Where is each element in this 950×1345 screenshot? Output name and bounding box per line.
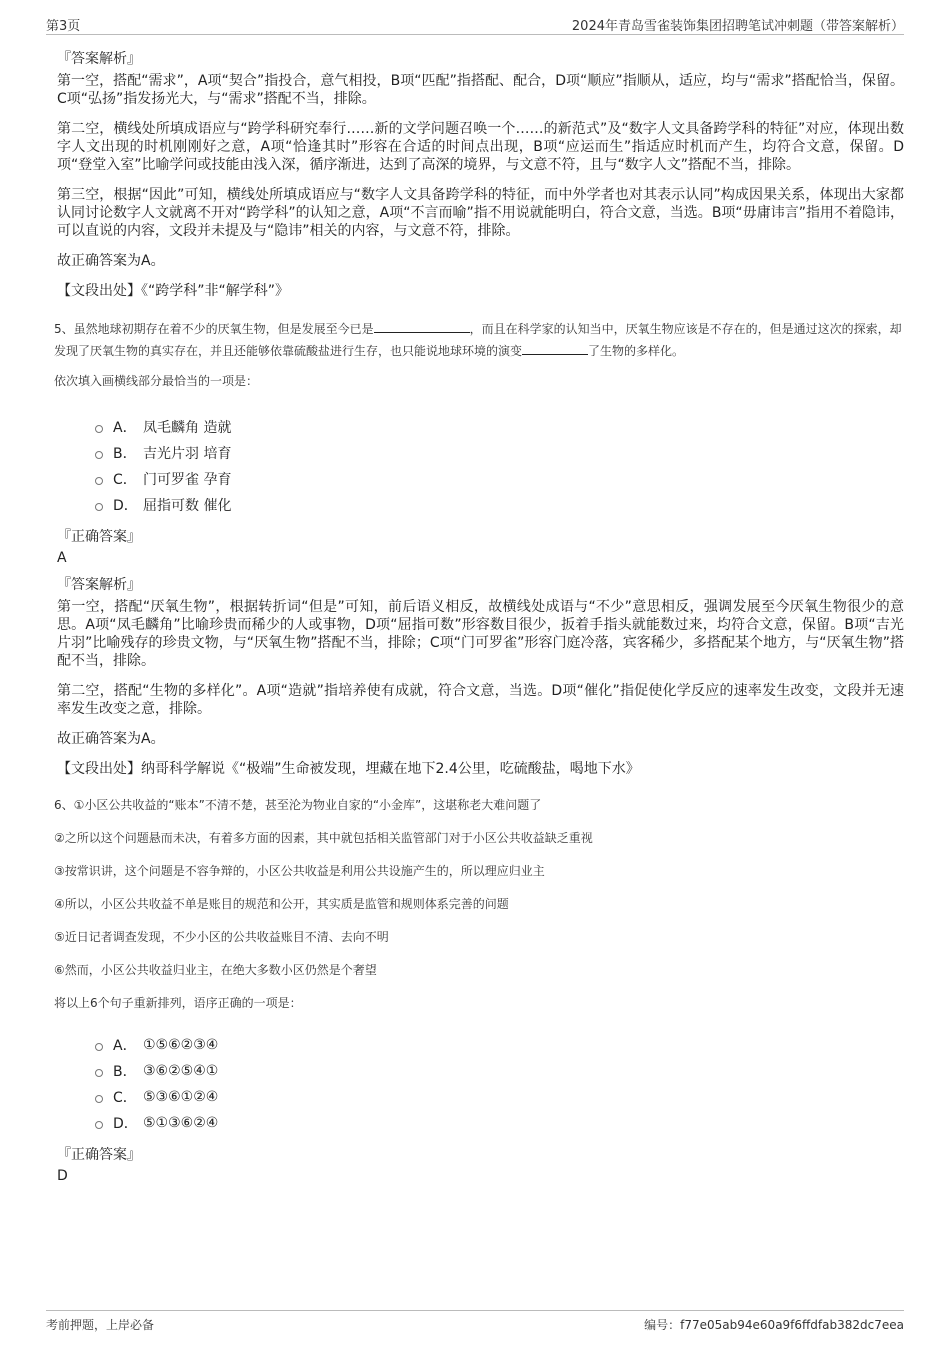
option-a[interactable]: A． ①⑤⑥②③④ [95, 1032, 904, 1058]
footer-slogan: 考前押题，上岸必备 [46, 1318, 155, 1332]
option-b[interactable]: B． 吉光片羽 培育 [95, 440, 904, 466]
question-6-sentence: ⑤近日记者调查发现，不少小区的公共收益账目不清、去向不明 [54, 930, 389, 944]
question-5-text: 5、虽然地球初期存在着不少的厌氧生物，但是发展至今已是 ，而且在科学家的认知当中，厌氧生物应该是不存在的，但是通过这次的探索，却发现了厌氧生物的真实存在，并且还能够依靠硫酸盐进行生存，也只能说地球环境的演变 了生物的多样化。 [54, 318, 904, 362]
question-5-options [95, 414, 904, 518]
radio-icon[interactable] [95, 477, 103, 485]
analysis-paragraph: 第二空，横线处所填成语应与“跨学科研究奉行……新的文学问题召唤一个……的新范式”及“数字人文具备跨学科的特征”对应，体现出数字人文出现的时机刚刚好之意，A项“恰逢其时”形容在合适的时间点出现，B项“应运而生”指适应时机而产生，均符合文意，保留。D项“登堂入室”比喻学问或技能由浅入深，循序渐进，达到了高深的境界，与文意不符，且与“数字人文”搭配不当，排除。 [57, 121, 904, 173]
radio-icon[interactable] [95, 1121, 103, 1129]
analysis-paragraph: 第三空，根据“因此”可知，横线处所填成语应与“数字人文具备跨学科的特征，而中外学者也对其表示认同”构成因果关系，体现出大家都认同讨论数字人文就离不开对“跨学科”的认知之意，A项“不言而喻”指不用说就能明白，符合文意，当选。B项“毋庸讳言”指用不着隐讳，可以直说的内容，文段并未提及与“隐讳”相关的内容，与文意不符，排除。 [57, 187, 904, 239]
analysis-paragraph: 第一空，搭配“需求”，A项“契合”指投合，意气相投，B项“匹配”指搭配、配合，D项“顺应”指顺从，适应，均与“需求”搭配恰当，保留。C项“弘扬”指发扬光大，与“需求”搭配不当，排除。 [57, 73, 904, 107]
document-title: 2024年青岛雪雀装饰集团招聘笔试冲刺题（带答案解析） [571, 19, 904, 34]
radio-icon[interactable] [95, 451, 103, 459]
fill-blank [374, 318, 470, 333]
analysis-paragraph: 第二空，搭配“生物的多样化”。A项“造就”指培养使有成就，符合文意，当选。D项“催化”指促使化学反应的速率发生改变，文段并无速率发生改变之意，排除。 [57, 683, 904, 717]
question-6-sentence: ⑥然而，小区公共收益归业主，在绝大多数小区仍然是个奢望 [54, 963, 377, 977]
option-c[interactable]: C． 门可罗雀 孕育 [95, 466, 904, 492]
option-d[interactable]: D． 屈指可数 催化 [95, 492, 904, 518]
radio-icon[interactable] [95, 1043, 103, 1051]
radio-icon[interactable] [95, 425, 103, 433]
conclusion: 故正确答案为A。 [57, 731, 165, 747]
document-code: 编号：f77e05ab94e60a9f6ffdfab382dc7eea [644, 1318, 904, 1332]
analysis-paragraph: 第一空，搭配“厌氧生物”，根据转折词“但是”可知，前后语义相反，故横线处成语与“不少”意思相反，强调发展至今厌氧生物很少的意思。A项“凤毛麟角”比喻珍贵而稀少的人或事物，D项“屈指可数”形容数目很少，扳着手指头就能数过来，均符合文意，保留。B项“吉光片羽”比喻残存的珍贵文物，与“厌氧生物”搭配不当，排除；C项“门可罗雀”形容门庭冷落，宾客稀少，多搭配某个地方，与“厌氧生物”搭配不当，排除。 [57, 599, 904, 669]
answer-label: 『正确答案』 [57, 529, 141, 545]
question-6-options [95, 1032, 904, 1136]
correct-answer: D [57, 1168, 68, 1184]
radio-icon[interactable] [95, 1095, 103, 1103]
answer-label: 『正确答案』 [57, 1147, 141, 1163]
question-6-sentence: 6、①小区公共收益的“账本”不清不楚，甚至沦为物业自家的“小金库”，这堪称老大难问题了 [54, 798, 542, 812]
page-content [54, 40, 904, 1188]
page-header [46, 12, 904, 35]
page-number: 第3页 [46, 19, 81, 34]
question-prompt: 依次填入画横线部分最恰当的一项是： [54, 374, 259, 388]
correct-answer: A [57, 550, 67, 566]
option-d[interactable]: D． ⑤①③⑥②④ [95, 1110, 904, 1136]
radio-icon[interactable] [95, 503, 103, 511]
fill-blank [522, 340, 588, 355]
question-6-sentence: ②之所以这个问题悬而未决，有着多方面的因素，其中就包括相关监管部门对于小区公共收益缺乏重视 [54, 831, 593, 845]
question-6-sentence: ④所以，小区公共收益不单是账目的规范和公开，其实质是监管和规则体系完善的问题 [54, 897, 509, 911]
option-c[interactable]: C． ⑤③⑥①②④ [95, 1084, 904, 1110]
analysis-label: 『答案解析』 [57, 51, 141, 67]
page-footer [46, 1310, 904, 1333]
conclusion: 故正确答案为A。 [57, 253, 165, 269]
option-a[interactable]: A． 凤毛麟角 造就 [95, 414, 904, 440]
source-citation: 【文段出处】纳哥科学解说《“极端”生命被发现，埋藏在地下2.4公里，吃硫酸盐，喝地下水》 [57, 761, 640, 777]
analysis-label: 『答案解析』 [57, 577, 141, 593]
source-citation: 【文段出处】《“跨学科”非“解学科”》 [57, 283, 290, 299]
question-prompt: 将以上6个句子重新排列，语序正确的一项是： [54, 996, 302, 1010]
radio-icon[interactable] [95, 1069, 103, 1077]
question-6-sentence: ③按常识讲，这个问题是不容争辩的，小区公共收益是利用公共设施产生的，所以理应归业主 [54, 864, 545, 878]
option-b[interactable]: B． ③⑥②⑤④① [95, 1058, 904, 1084]
